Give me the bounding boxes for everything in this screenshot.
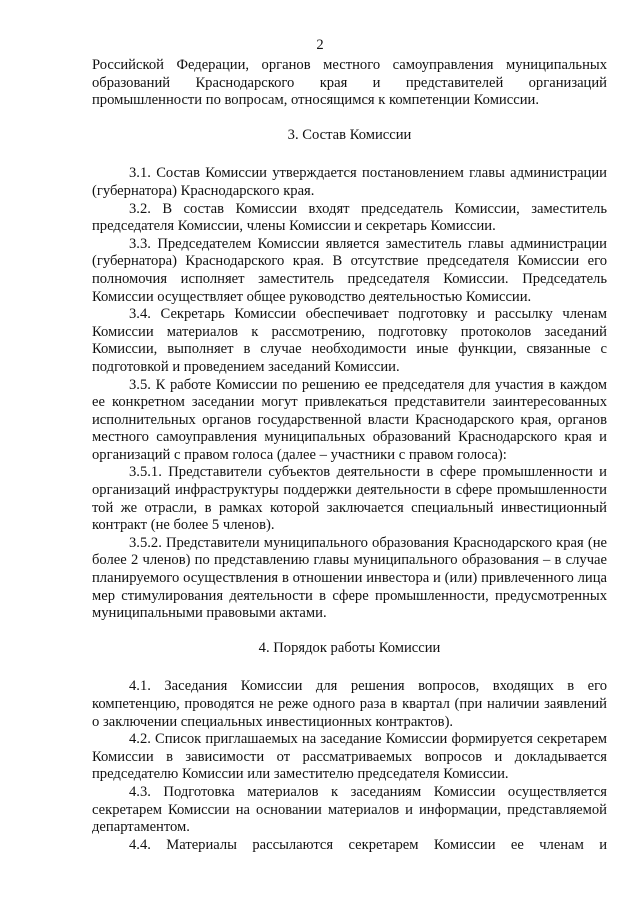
paragraph-4-4: 4.4. Материалы рассылаются секретарем Комиссии ее членам и [129, 836, 607, 853]
paragraph-3-5-1: 3.5.1. Представители субъектов деятельности в сфере промышленности и организаций инфраструктуры поддержки деятельности в сфере промышленности той же отрасли, в рамках которой заключается специальный инвестиционный контракт (не более 5 членов). [92, 464, 607, 534]
section-4-heading: 4. Порядок работы Комиссии [258, 639, 441, 656]
paragraph-4-2: 4.2. Список приглашаемых на заседание Комиссии формируется секретарем Комиссии в зависимости от рассматриваемых вопросов и докладывается председателю Комиссии или заместителю председателя Комиссии. [92, 731, 607, 783]
paragraph-3-3: 3.3. Председателем Комиссии является заместитель главы администрации (губернатора) Краснодарского края. В отсутствие председателя Комиссии его полномочия исполняет заместитель председателя Комиссии. Председатель Комиссии осуществляет общее руководство деятельностью Комиссии. [92, 235, 607, 305]
intro-paragraph: Российской Федерации, органов местного самоуправления муниципальных образований Краснодарского края и представителей организаций промышленности по вопросам, относящимся к компетенции Комиссии. [92, 57, 607, 109]
paragraph-3-1: 3.1. Состав Комиссии утверждается постановлением главы администрации (губернатора) Краснодарского края. [92, 165, 607, 199]
section-4-body [92, 678, 607, 854]
page-number: 2 [316, 37, 324, 53]
section-3-body [92, 165, 607, 622]
paragraph-3-5: 3.5. К работе Комиссии по решению ее председателя для участия в каждом ее конкретном заседании могут привлекаться представители заинтересованных исполнительных органов государственной власти Краснодарского края, органов местного самоуправления муниципальных образований Краснодарского края и организаций с правом голоса (далее – участники с правом голоса): [92, 376, 607, 463]
section-3-heading: 3. Состав Комиссии [287, 126, 412, 143]
paragraph-4-3: 4.3. Подготовка материалов к заседаниям Комиссии осуществляется секретарем Комиссии на основании материалов и информации, представляемой департаментом. [92, 783, 607, 836]
paragraph-3-4: 3.4. Секретарь Комиссии обеспечивает подготовку и рассылку членам Комиссии материалов к рассмотрению, подготовку протоколов заседаний Комиссии, выполняет в случае необходимости иные функции, связанные с подготовкой и проведением заседаний Комиссии. [92, 306, 607, 375]
document-body [92, 57, 607, 854]
paragraph-3-2: 3.2. В состав Комиссии входят председатель Комиссии, заместитель председателя Комиссии, члены Комиссии и секретарь Комиссии. [92, 200, 607, 235]
paragraph-4-1: 4.1. Заседания Комиссии для решения вопросов, входящих в его компетенцию, проводятся не реже одного раза в квартал (при наличии заявлений о заключении специальных инвестиционных контрактов). [92, 678, 607, 730]
paragraph-3-5-2: 3.5.2. Представители муниципального образования Краснодарского края (не более 2 членов) по представлению главы муниципального образования – в случае планируемого осуществления в отношении инвестора и (или) привлеченного лица мер стимулирования деятельности в сфере промышленности, предусмотренных муниципальными правовыми актами. [92, 534, 607, 622]
